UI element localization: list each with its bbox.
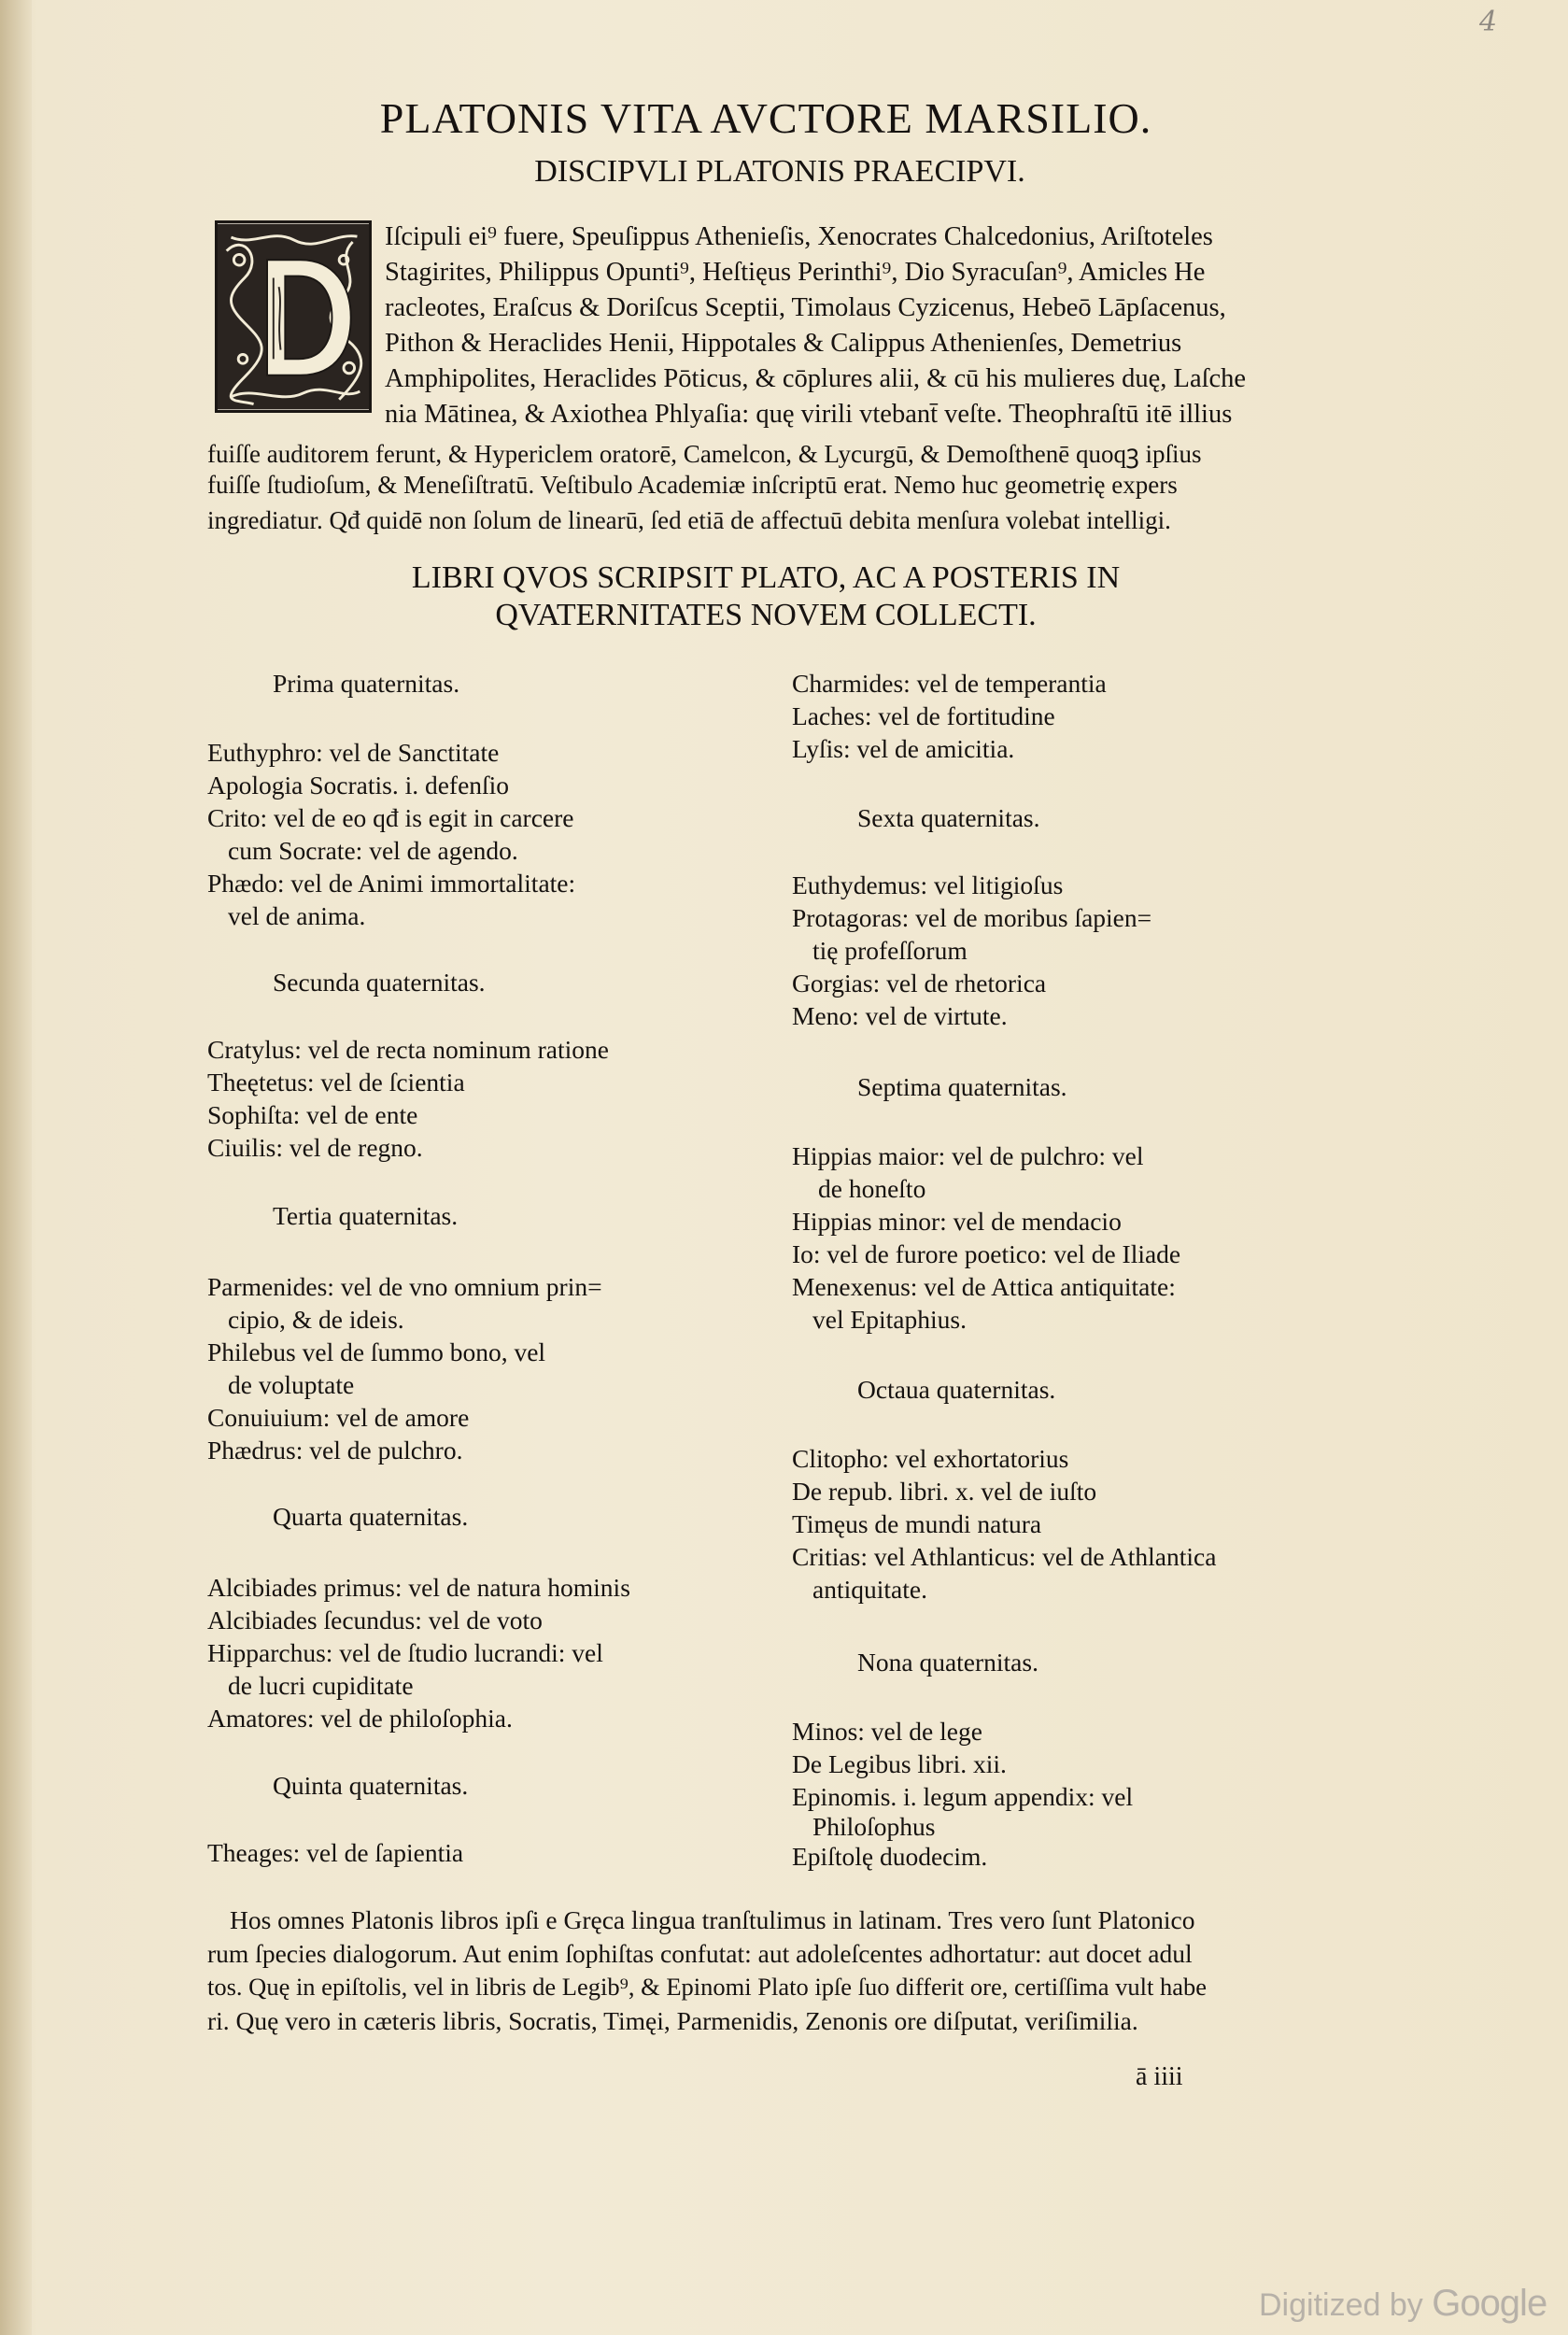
work-entry: Epiſtolę duodecim. <box>792 1842 988 1871</box>
section-subtitle: DISCIPVLI PLATONIS PRAECIPVI. <box>534 154 1025 189</box>
books-heading-line-2: QVATERNITATES NOVEM COLLECTI. <box>495 598 1037 632</box>
quaternity-heading-4: Quarta quaternitas. <box>273 1502 469 1531</box>
quaternity-heading-7: Septima quaternitas. <box>857 1072 1067 1101</box>
work-entry: vel de anima. <box>228 901 366 930</box>
closing-line: Hos omnes Platonis libros ipſi e Gręca lingua tranſtulimus in latinam. Tres vero ſunt Platonico <box>230 1905 1195 1934</box>
work-entry: Amatores: vel de philoſophia. <box>207 1704 513 1733</box>
work-entry: Crito: vel de eo qđ is egit in carcere <box>207 803 574 832</box>
signature-mark: ā iiii <box>1136 2062 1183 2091</box>
folio-number: 4 <box>1479 6 1498 38</box>
quaternity-heading-1: Prima quaternitas. <box>273 669 460 698</box>
work-entry: cipio, & de ideis. <box>228 1305 404 1334</box>
intro-line: Pithon & Heraclides Henii, Hippotales & Calippus Athenienſes, Demetrius <box>385 329 1182 358</box>
work-entry: Cratylus: vel de recta nominum ratione <box>207 1035 609 1064</box>
quaternity-heading-6: Sexta quaternitas. <box>857 803 1040 832</box>
work-entry: Minos: vel de lege <box>792 1717 982 1746</box>
intro-line: Stagirites, Philippus Opunti⁹, Heſtięus Perinthi⁹, Dio Syracuſan⁹, Amicles He <box>385 258 1206 287</box>
work-entry: Io: vel de furore poetico: vel de Iliade <box>792 1239 1181 1268</box>
work-entry: Euthydemus: vel litigioſus <box>792 870 1064 899</box>
intro-line: ingrediatur. Qđ quidē non ſolum de linearū, ſed etiā de affectuū debita menſura volebat intelligi. <box>207 506 1171 534</box>
work-entry: Alcibiades primus: vel de natura hominis <box>207 1573 630 1602</box>
page-spine-shadow <box>0 0 32 2335</box>
work-entry: Clitopho: vel exhortatorius <box>792 1444 1069 1473</box>
quaternity-heading-3: Tertia quaternitas. <box>273 1201 459 1230</box>
intro-line: Amphipolites, Heraclides Pōticus, & cōplures alii, & cū his mulieres duę, Laſche <box>385 364 1247 393</box>
work-entry: Laches: vel de fortitudine <box>792 701 1055 730</box>
work-entry: Protagoras: vel de moribus ſapien= <box>792 903 1152 932</box>
work-entry: Meno: vel de virtute. <box>792 1001 1008 1030</box>
books-heading-line-1: LIBRI QVOS SCRIPSIT PLATO, AC A POSTERIS IN <box>411 560 1121 595</box>
work-entry: de voluptate <box>228 1370 355 1399</box>
work-entry: Sophiſta: vel de ente <box>207 1100 418 1129</box>
work-entry: Euthyphro: vel de Sanctitate <box>207 738 500 767</box>
work-entry: vel Epitaphius. <box>812 1305 967 1334</box>
intro-line: fuiſſe ſtudioſum, & Meneſiſtratū. Veſtibulo Academiæ inſcriptū erat. Nemo huc geometrię expers <box>207 471 1178 499</box>
digitization-watermark <box>1259 2283 1547 2325</box>
work-entry: Theętetus: vel de ſcientia <box>207 1068 465 1097</box>
work-entry: antiquitate. <box>812 1575 927 1604</box>
work-entry: Hipparchus: vel de ſtudio lucrandi: vel <box>207 1638 603 1667</box>
intro-line: nia Mātinea, & Axiothea Phlyaſia: quę virili vtebant̄ veſte. Theophraſtū itē illius <box>385 400 1233 429</box>
decorated-initial-d <box>215 220 372 413</box>
work-entry: Parmenides: vel de vno omnium prin= <box>207 1272 602 1301</box>
work-entry: Menexenus: vel de Attica antiquitate: <box>792 1272 1176 1301</box>
intro-line: Iſcipuli ei⁹ fuere, Speuſippus Athenieſis, Xenocrates Chalcedonius, Ariſtoteles <box>385 222 1213 251</box>
closing-line: rum ſpecies dialogorum. Aut enim ſophiſtas confutat: aut adoleſcentes adhortatur: aut docet adul <box>207 1939 1193 1968</box>
work-entry: cum Socrate: vel de agendo. <box>228 836 518 865</box>
quaternity-heading-8: Octaua quaternitas. <box>857 1375 1056 1404</box>
watermark-brand: Google <box>1432 2283 1547 2324</box>
work-entry: de honeſto <box>818 1174 926 1203</box>
work-entry: Critias: vel Athlanticus: vel de Athlantica <box>792 1542 1217 1571</box>
quaternity-heading-2: Secunda quaternitas. <box>273 968 486 997</box>
work-entry: Theages: vel de ſapientia <box>207 1838 464 1867</box>
work-entry: De repub. libri. x. vel de iuſto <box>792 1477 1097 1506</box>
work-entry: Alcibiades ſecundus: vel de voto <box>207 1606 543 1634</box>
work-entry: Phædo: vel de Animi immortalitate: <box>207 869 576 898</box>
work-entry: Gorgias: vel de rhetorica <box>792 969 1047 998</box>
work-entry: Epinomis. i. legum appendix: vel <box>792 1782 1134 1811</box>
work-entry: de lucri cupiditate <box>228 1671 414 1700</box>
work-entry: Conuiuium: vel de amore <box>207 1403 470 1432</box>
watermark-prefix: Digitized by <box>1259 2287 1433 2323</box>
intro-line: fuiſſe auditorem ferunt, & Hypericlem oratorē, Camelcon, & Lycurgū, & Demoſthenē quoqꝫ ipſius <box>207 440 1202 468</box>
closing-line: ri. Quę vero in cæteris libris, Socratis, Timęi, Parmenidis, Zenonis ore diſputat, veriſimilia. <box>207 2006 1138 2035</box>
quaternity-heading-5: Quinta quaternitas. <box>273 1771 469 1800</box>
work-entry: Hippias minor: vel de mendacio <box>792 1207 1122 1236</box>
intro-line: racleotes, Eraſcus & Doriſcus Sceptii, Timolaus Cyzicenus, Hebeō Lāpſacenus, <box>385 293 1226 322</box>
work-entry: Charmides: vel de temperantia <box>792 669 1107 698</box>
page-title: PLATONIS VITA AVCTORE MARSILIO. <box>379 94 1152 142</box>
work-entry: Philebus vel de ſummo bono, vel <box>207 1337 546 1366</box>
work-entry: tię profeſſorum <box>812 936 968 965</box>
work-entry: Lyſis: vel de amicitia. <box>792 734 1015 763</box>
work-entry: Ciuilis: vel de regno. <box>207 1133 423 1162</box>
work-entry: Philoſophus <box>812 1812 936 1841</box>
work-entry: Hippias maior: vel de pulchro: vel <box>792 1141 1144 1170</box>
work-entry: Phædrus: vel de pulchro. <box>207 1436 463 1465</box>
quaternity-heading-9: Nona quaternitas. <box>857 1648 1038 1677</box>
work-entry: Apologia Socratis. i. defenſio <box>207 771 510 800</box>
work-entry: Timęus de mundi natura <box>792 1509 1042 1538</box>
closing-line: tos. Quę in epiſtolis, vel in libris de Legib⁹, & Epinomi Plato ipſe ſuo differit ore, certiſſima vult habe <box>207 1973 1208 2001</box>
work-entry: De Legibus libri. xii. <box>792 1749 1007 1778</box>
